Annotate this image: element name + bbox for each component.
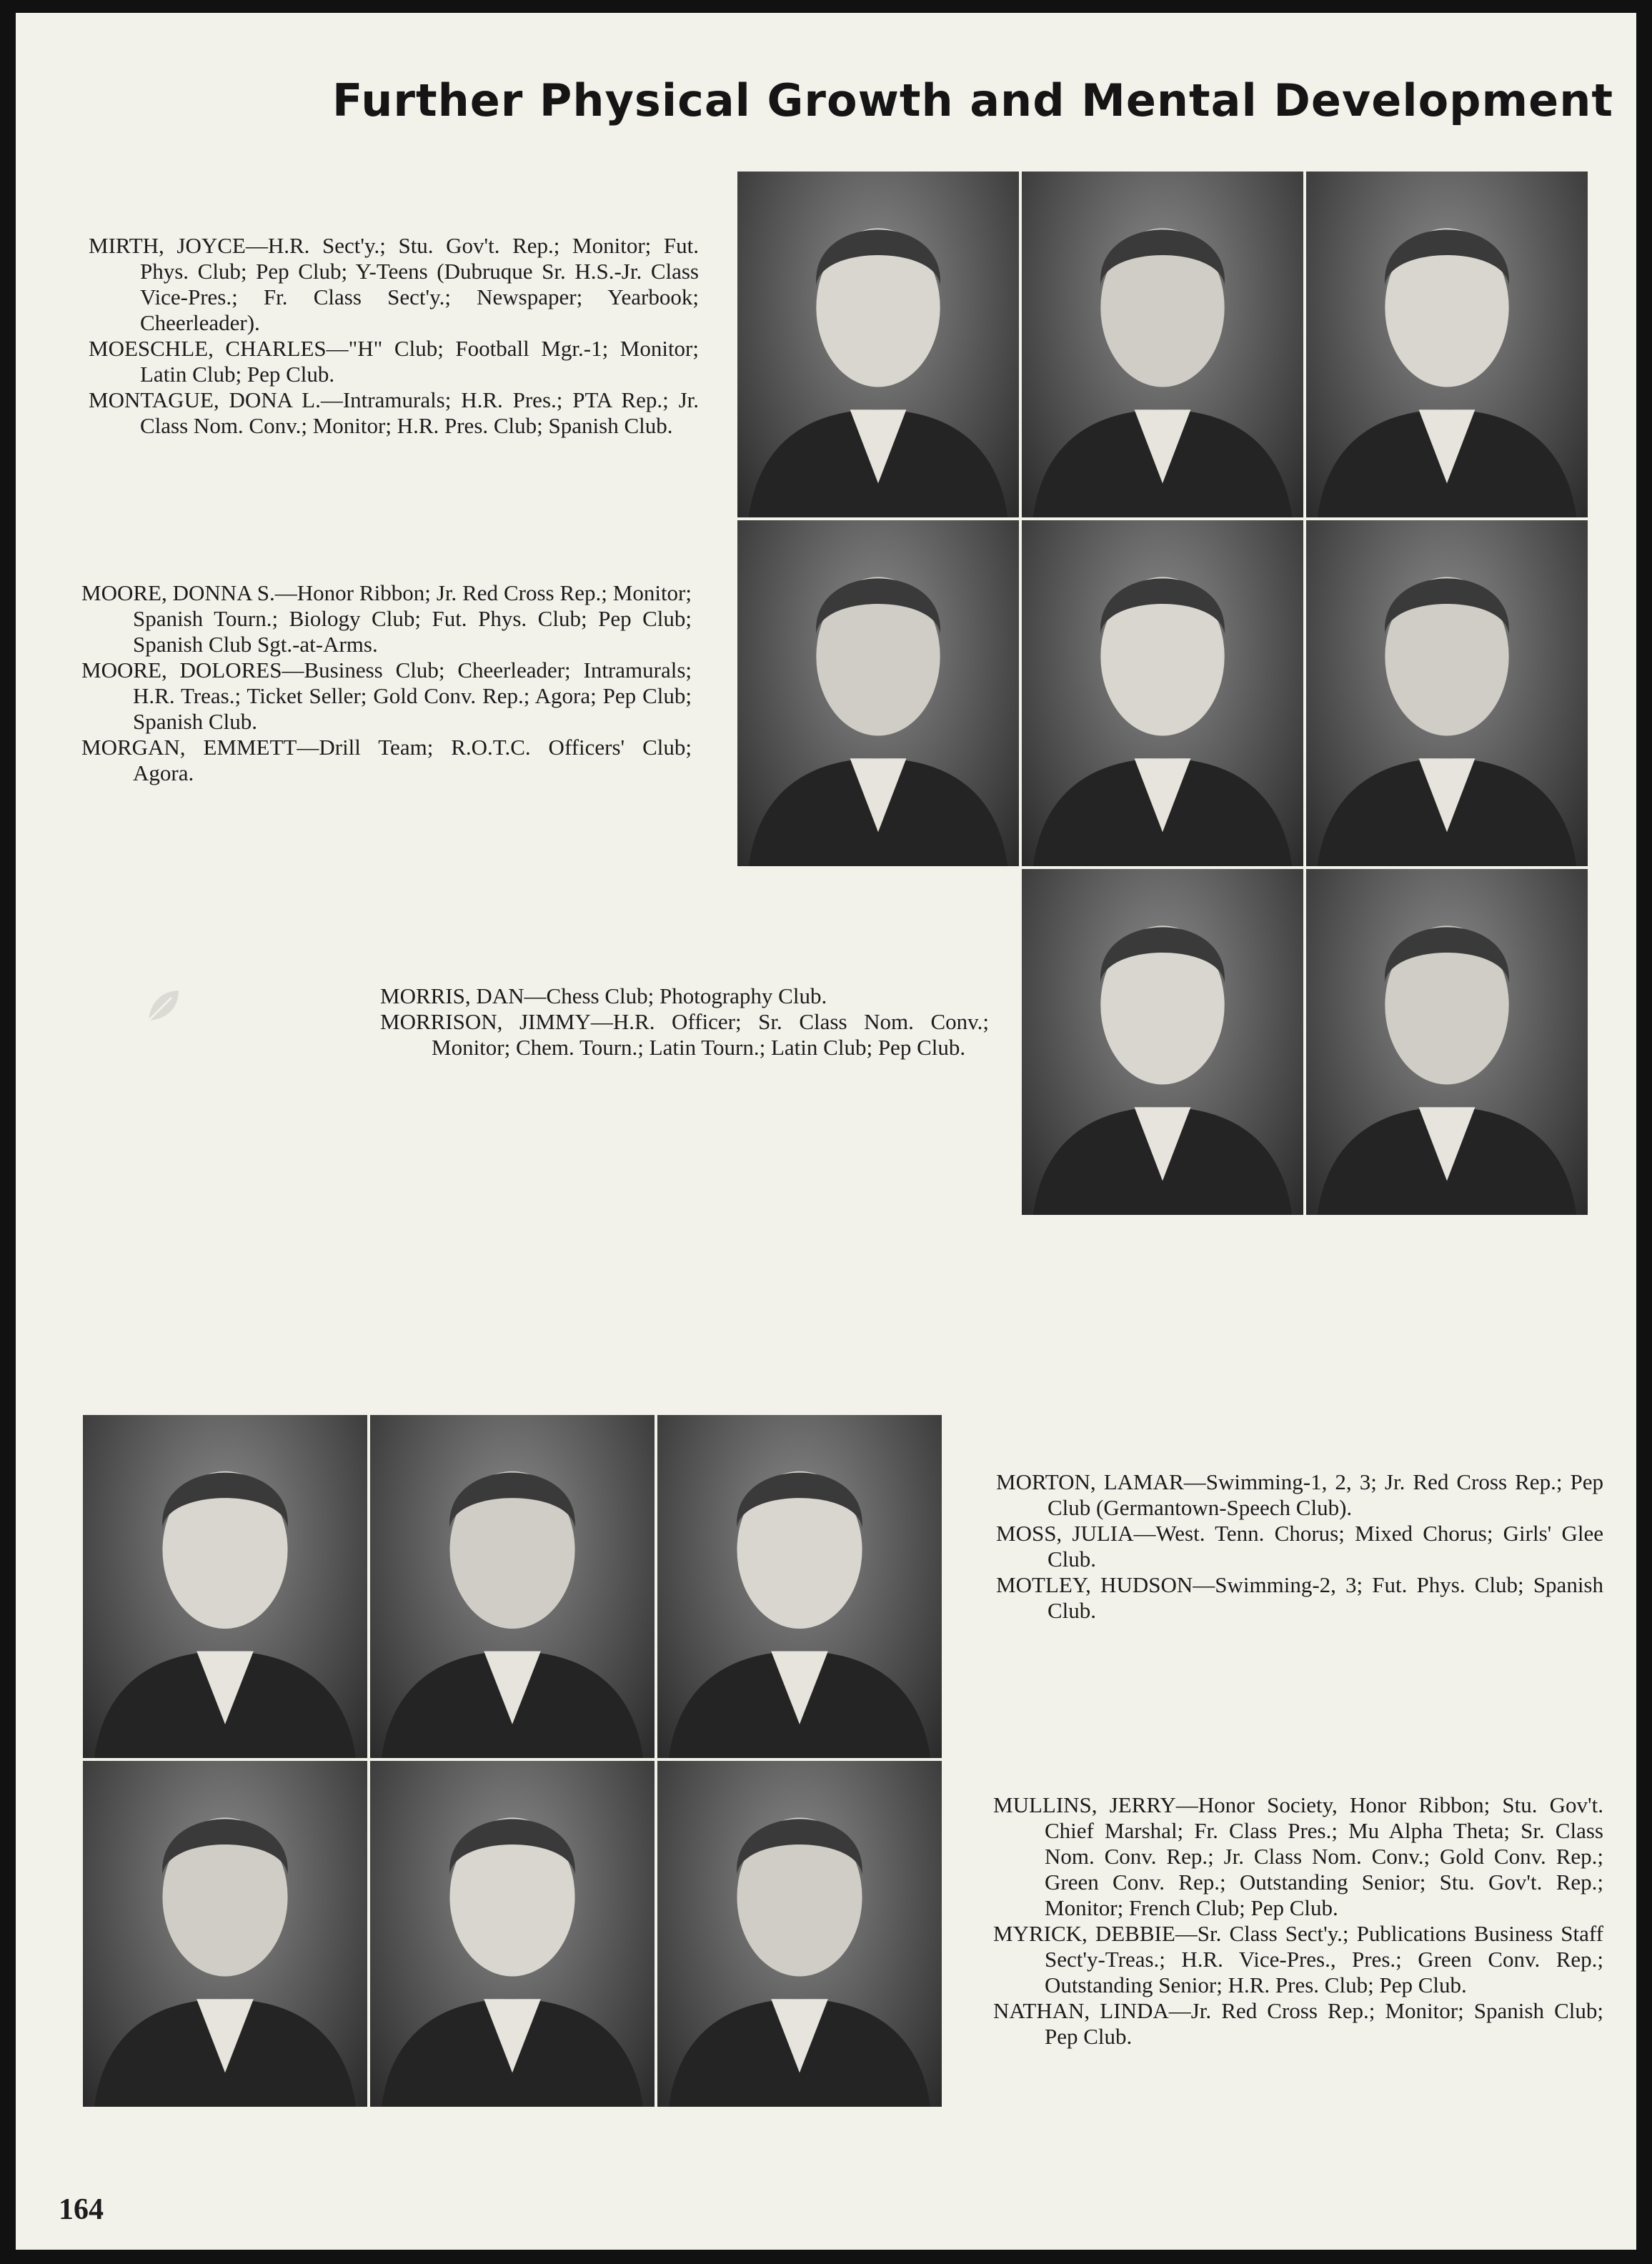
bio-entry <box>993 1921 1603 1998</box>
bio-entry <box>81 657 692 735</box>
portrait-silhouette-icon <box>1306 172 1588 517</box>
bio-details: —Jr. Red Cross Rep.; Monitor; Spanish Club; Pep Club. <box>1045 1998 1603 2049</box>
portrait-silhouette-icon <box>83 1761 367 2107</box>
portrait-silhouette-icon <box>737 172 1019 517</box>
bio-name: MOSS, JULIA <box>996 1521 1134 1546</box>
bio-entry <box>380 983 989 1009</box>
bio-details: —Honor Ribbon; Jr. Red Cross Rep.; Monitor; Spanish Tourn.; Biology Club; Fut. Phys. Club; Pep Club; Spanish Club Sgt.-at-Arms. <box>133 580 692 657</box>
bio-details: —H.R. Sect'y.; Stu. Gov't. Rep.; Monitor; Fut. Phys. Club; Pep Club; Y-Teens (Dubruque Sr. H.S.-Jr. Class Vice-Pres.; Fr. Class Sect'y.; Newspaper; Yearbook; Cheerleader). <box>140 233 699 335</box>
yearbook-page <box>16 13 1636 2250</box>
portrait-photo <box>657 1761 942 2107</box>
page-title: Further Physical Growth and Mental Development <box>332 74 1613 126</box>
bio-entry <box>89 233 699 336</box>
bio-block-3 <box>380 983 989 1061</box>
bio-name: MORGAN, EMMETT <box>81 735 297 760</box>
portrait-silhouette-icon <box>370 1415 655 1758</box>
bio-details: —Business Club; Cheerleader; Intramurals; H.R. Treas.; Ticket Seller; Gold Conv. Rep.; Agora; Pep Club; Spanish Club. <box>133 657 692 734</box>
bio-details: —Sr. Class Sect'y.; Publications Business Staff Sect'y-Treas.; H.R. Vice-Pres., Pres.; Green Conv. Rep.; Outstanding Senior; H.R. Pres. Club; Pep Club. <box>1045 1921 1604 1997</box>
bio-name: MULLINS, JERRY <box>993 1792 1176 1817</box>
portrait-silhouette-icon <box>370 1761 655 2107</box>
bio-entry <box>993 1792 1603 1921</box>
bio-details: —"H" Club; Football Mgr.-1; Monitor; Latin Club; Pep Club. <box>140 336 699 387</box>
bio-name: NATHAN, LINDA <box>993 1998 1169 2023</box>
portrait-photo <box>737 520 1019 866</box>
portrait-photo <box>370 1761 655 2107</box>
portrait-photo <box>1306 869 1588 1215</box>
portrait-silhouette-icon <box>1022 520 1303 866</box>
portrait-photo <box>737 172 1019 517</box>
bio-name: MORTON, LAMAR <box>996 1469 1184 1494</box>
portrait-photo <box>1022 869 1303 1215</box>
bio-name: MORRIS, DAN <box>380 983 524 1008</box>
bio-entry <box>993 1998 1603 2050</box>
portrait-photo <box>657 1415 942 1758</box>
bio-block-5 <box>993 1792 1603 2050</box>
bio-entry <box>996 1469 1603 1521</box>
bio-entry <box>89 387 699 439</box>
portrait-photo <box>83 1761 367 2107</box>
bio-details: —Chess Club; Photography Club. <box>524 983 827 1008</box>
portrait-photo <box>370 1415 655 1758</box>
bio-name: MONTAGUE, DONA L. <box>89 387 321 412</box>
bio-entry <box>81 580 692 657</box>
bio-entry <box>81 735 692 786</box>
bio-block-4 <box>996 1469 1603 1624</box>
bio-name: MIRTH, JOYCE <box>89 233 246 258</box>
portrait-silhouette-icon <box>1022 869 1303 1215</box>
portrait-silhouette-icon <box>657 1761 942 2107</box>
page-number: 164 <box>59 2193 104 2226</box>
bio-name: MYRICK, DEBBIE <box>993 1921 1175 1946</box>
bio-entry <box>380 1009 989 1061</box>
portrait-photo <box>1022 172 1303 517</box>
bio-details: —Swimming-1, 2, 3; Jr. Red Cross Rep.; Pep Club (Germantown-Speech Club). <box>1048 1469 1603 1520</box>
bio-details: —H.R. Officer; Sr. Class Nom. Conv.; Monitor; Chem. Tourn.; Latin Tourn.; Latin Club; Pep Club. <box>432 1009 989 1060</box>
portrait-silhouette-icon <box>1306 520 1588 866</box>
portrait-photo <box>83 1415 367 1758</box>
bio-name: MORRISON, JIMMY <box>380 1009 591 1034</box>
bio-entry <box>996 1572 1603 1624</box>
bio-block-1 <box>89 233 699 439</box>
portrait-photo <box>1306 520 1588 866</box>
portrait-photo <box>1022 520 1303 866</box>
leaf-watermark-icon <box>143 986 183 1026</box>
portrait-silhouette-icon <box>657 1415 942 1758</box>
bio-details: —Swimming-2, 3; Fut. Phys. Club; Spanish Club. <box>1048 1572 1603 1623</box>
bio-details: —Drill Team; R.O.T.C. Officers' Club; Agora. <box>133 735 692 785</box>
portrait-silhouette-icon <box>1306 869 1588 1215</box>
bio-entry <box>89 336 699 387</box>
bio-details: —West. Tenn. Chorus; Mixed Chorus; Girls' Glee Club. <box>1048 1521 1603 1572</box>
bio-name: MOORE, DOLORES <box>81 657 282 682</box>
portrait-silhouette-icon <box>83 1415 367 1758</box>
portrait-silhouette-icon <box>737 520 1019 866</box>
portrait-silhouette-icon <box>1022 172 1303 517</box>
bio-name: MOESCHLE, CHARLES <box>89 336 327 361</box>
bio-block-2 <box>81 580 692 786</box>
bio-details: —Intramurals; H.R. Pres.; PTA Rep.; Jr. Class Nom. Conv.; Monitor; H.R. Pres. Club; Spanish Club. <box>140 387 699 438</box>
portrait-photo <box>1306 172 1588 517</box>
bio-details: —Honor Society, Honor Ribbon; Stu. Gov't. Chief Marshal; Fr. Class Pres.; Mu Alpha Theta; Sr. Class Nom. Conv. Rep.; Jr. Class Nom. Conv.; Gold Conv. Rep.; Green Conv. Rep.; Outstanding Senior; Stu. Gov't. Rep.; Monitor; French Club; Pep Club. <box>1045 1792 1603 1920</box>
bio-name: MOTLEY, HUDSON <box>996 1572 1193 1597</box>
bio-name: MOORE, DONNA S. <box>81 580 275 605</box>
bio-entry <box>996 1521 1603 1572</box>
